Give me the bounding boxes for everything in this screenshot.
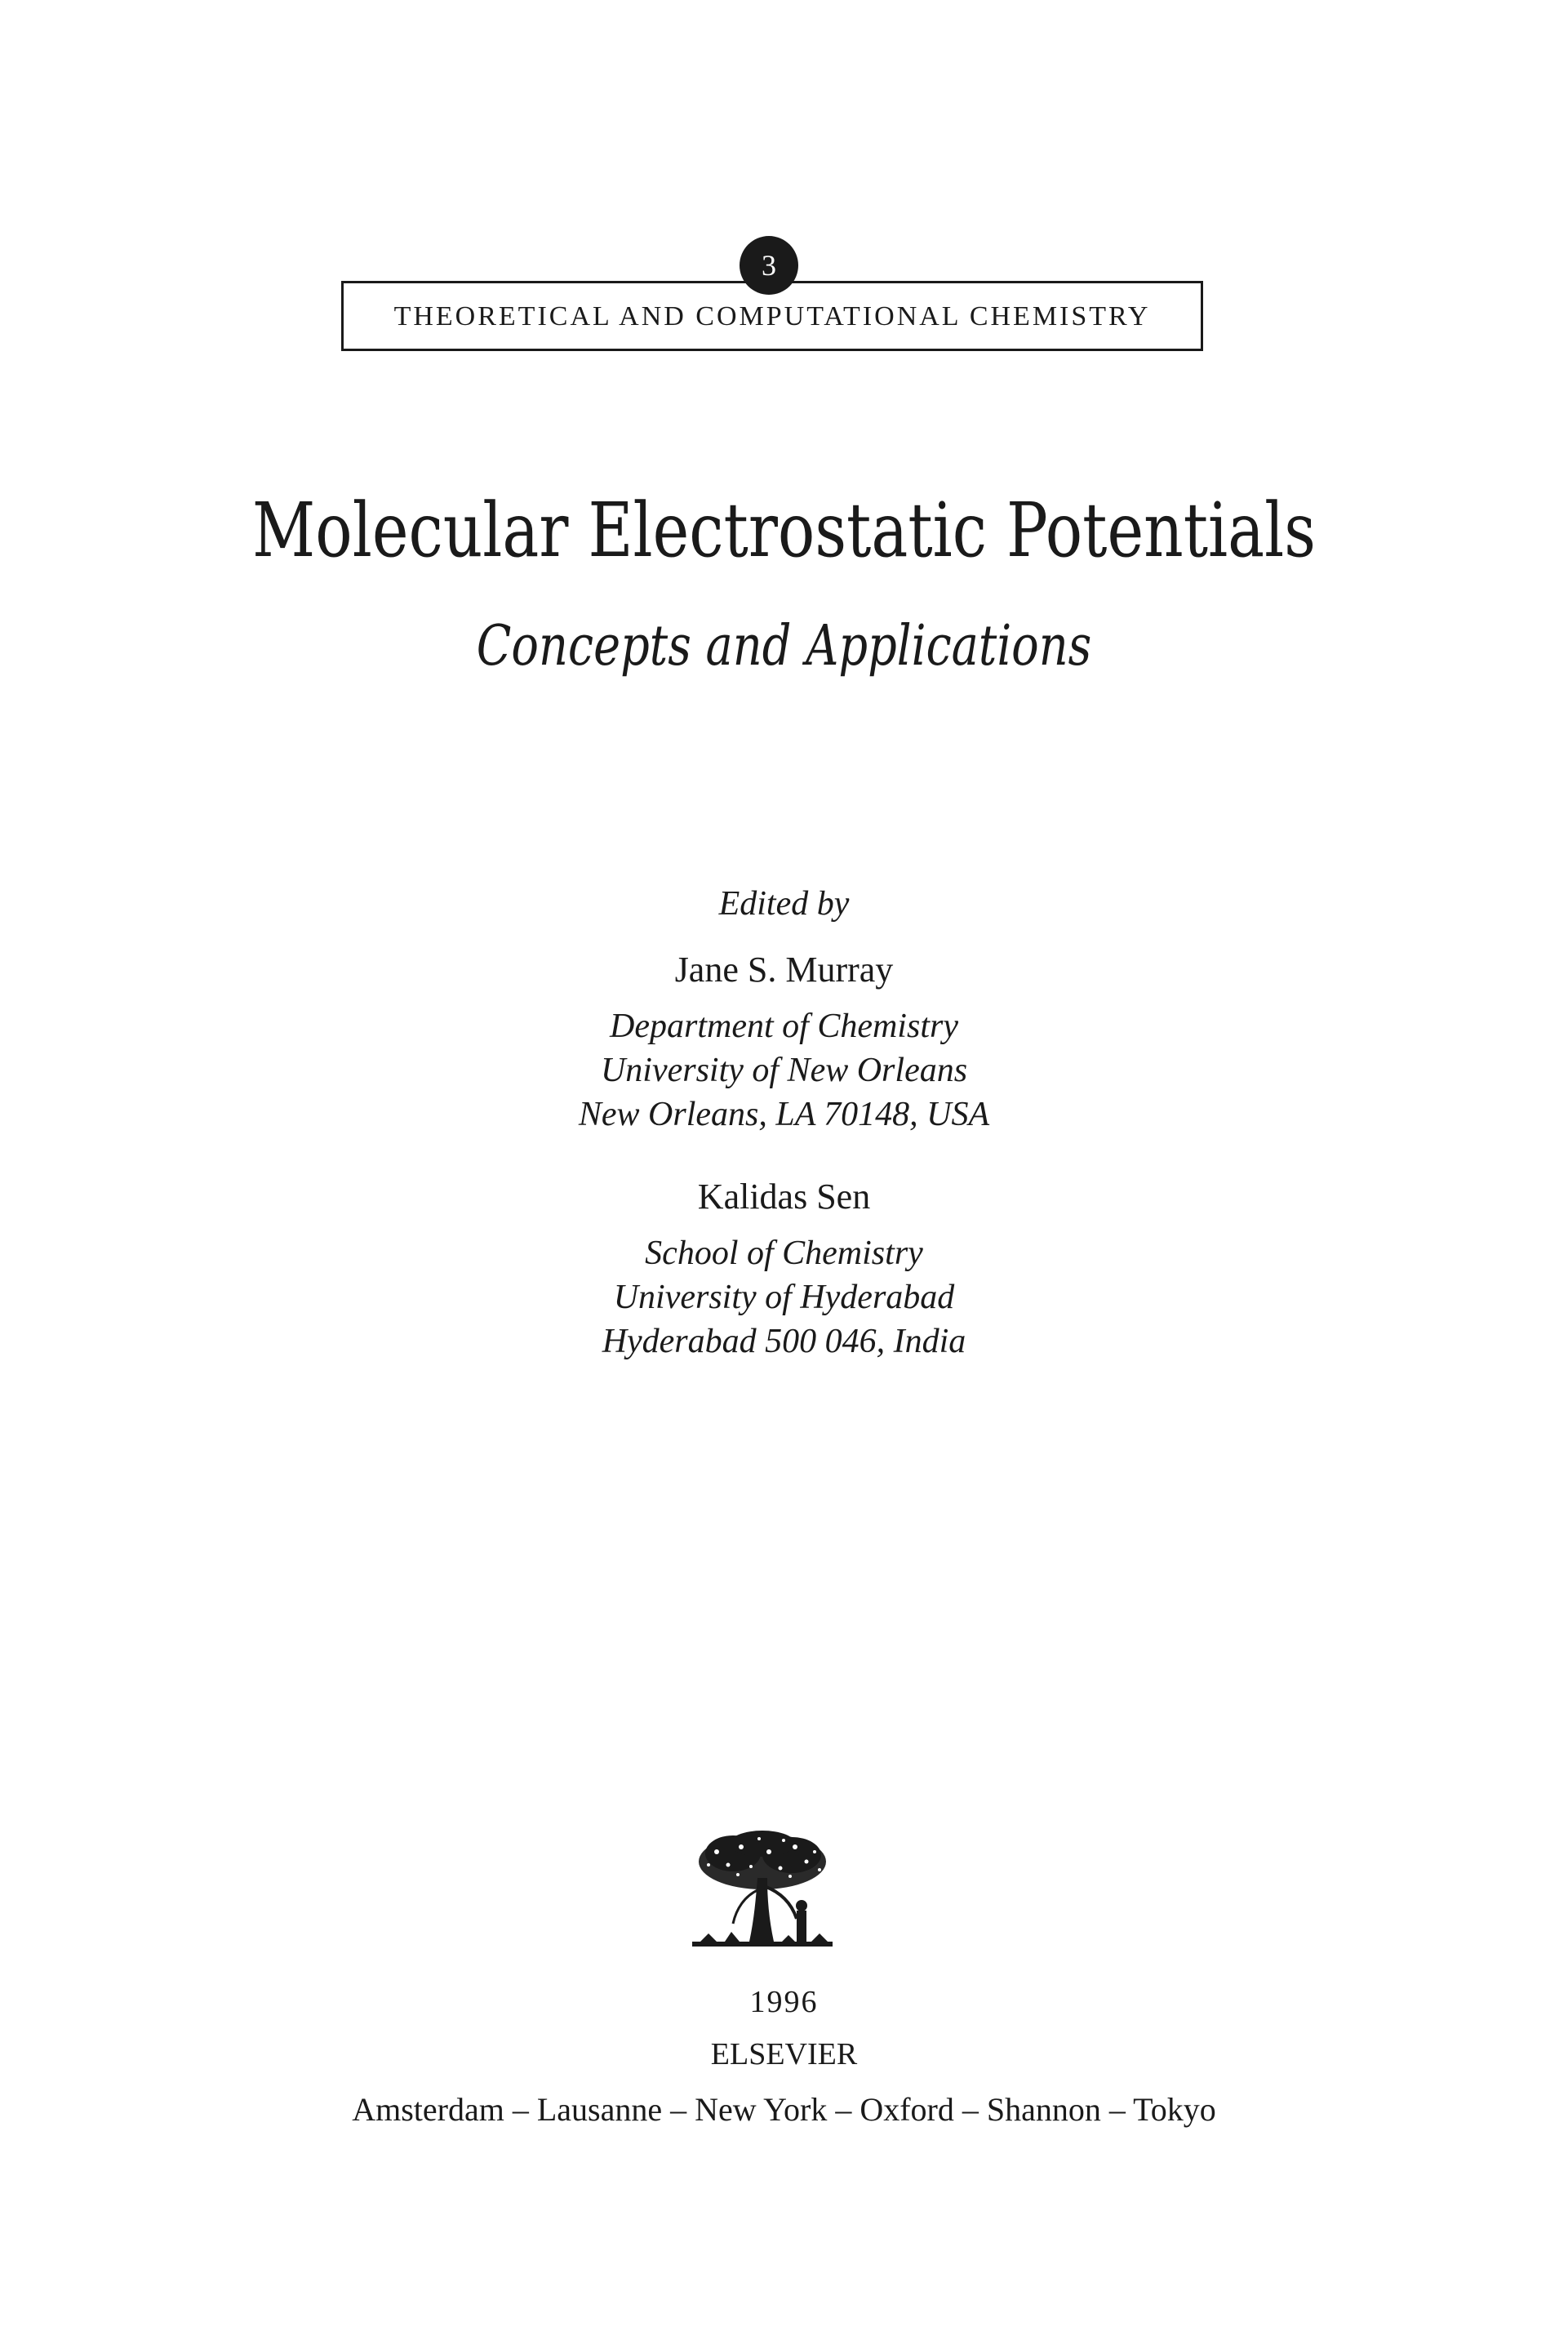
- editor-name: Jane S. Murray: [674, 950, 894, 990]
- affiliation-line: University of New Orleans: [600, 1052, 968, 1089]
- affiliation-line: Hyderabad 500 046, India: [602, 1323, 966, 1360]
- affiliation-line: School of Chemistry: [645, 1235, 923, 1272]
- publication-year: 1996: [749, 1985, 819, 2019]
- editor-affiliation: [0, 1231, 1568, 1364]
- publisher-cities: Amsterdam – Lausanne – New York – Oxford – Shannon – Tokyo: [352, 2091, 1216, 2128]
- book-title: Molecular Electrostatic Potentials: [252, 487, 1316, 574]
- affiliation-line: Department of Chemistry: [610, 1008, 958, 1045]
- edited-by-label: Edited by: [718, 885, 850, 923]
- affiliation-line: University of Hyderabad: [613, 1279, 955, 1316]
- editor-affiliation: [0, 1004, 1568, 1137]
- volume-number-badge: 3: [740, 236, 798, 295]
- affiliation-line: New Orleans, LA 70148, USA: [578, 1096, 990, 1133]
- publisher-name: ELSEVIER: [710, 2037, 858, 2071]
- book-subtitle: Concepts and Applications: [476, 614, 1092, 679]
- series-name: THEORETICAL AND COMPUTATIONAL CHEMISTRY: [393, 301, 1151, 331]
- editor-name: Kalidas Sen: [697, 1177, 871, 1217]
- elsevier-tree-logo-icon: [692, 1829, 833, 1955]
